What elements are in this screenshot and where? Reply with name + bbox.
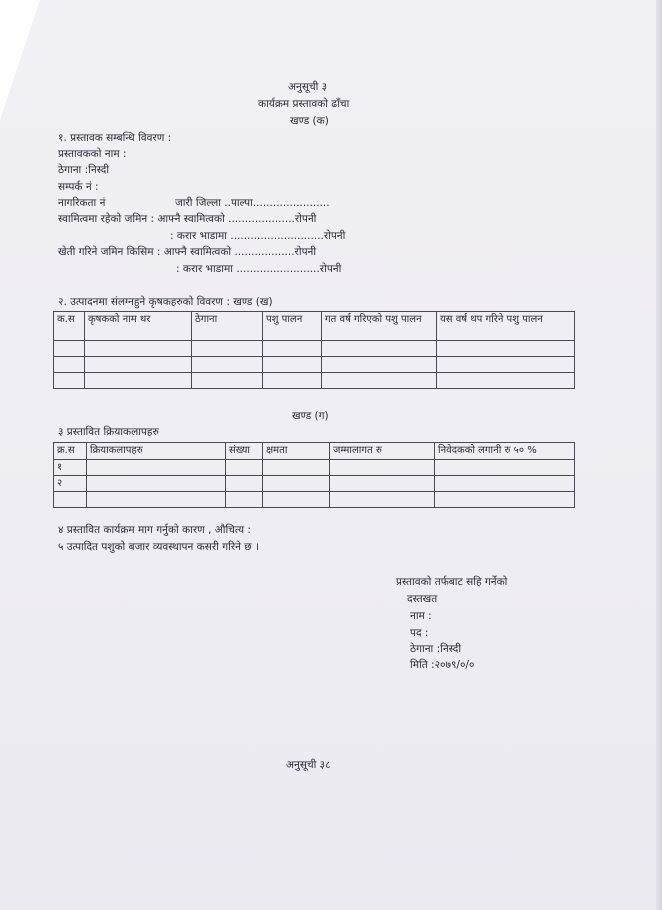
signer-name-label: नाम : [410,610,432,622]
table-row [54,357,575,373]
table-row [54,341,575,357]
activities-table [53,442,575,508]
section3-heading: ३ प्रस्तावित क्रियाकलापहरु [58,426,159,438]
col-last-year: गत वर्ष गरिएको पशु पालन [322,312,437,341]
activities-table-header [54,443,575,460]
col-sn: क्र.स [54,443,87,460]
row-number: २ [54,476,87,492]
table-row [54,492,575,508]
col-sn: क.स [54,312,85,341]
farm-land-label: खेती गरिने जमिन किसिम : आफ्नै स्वामित्वको ..................रोपनी [58,246,317,258]
row-number [54,492,87,508]
address-label: ठेगाना :निस्दी [58,164,110,176]
row-number: १ [54,460,87,476]
col-total-cost: जम्मालागत रु [330,443,435,460]
table-row [54,373,575,389]
citizenship-label: नागरिकता नं [58,197,106,209]
issued-district-label: जारी जिल्ला ..पाल्पा....................... [175,197,330,209]
market-line: ५ उत्पादित पशुको बजार व्यवस्थापन कसरी गरिने छ । [58,541,259,553]
reason-line: ४ प्रस्तावित कार्यक्रम माग गर्नुको कारण , औचित्य : [58,524,251,536]
farmers-table [53,311,575,389]
signature-label: दस्तखत [407,593,438,605]
signer-address-label: ठेगाना :निस्दी [410,643,462,655]
col-farmer-name: कृषकको नाम थर [85,312,192,341]
signer-post-label: पद : [410,627,429,639]
land-own-label: स्वामित्वमा रहेको जमिन : आफ्नै स्वामित्वको ....................रोपनी [58,213,317,225]
annex-title: अनुसूची ३ [288,81,328,93]
form-title: कार्यक्रम प्रस्तावको ढाँचा [258,98,350,110]
col-count: संख्या [226,443,263,460]
table-row [54,460,575,476]
col-address: ठेगाना [192,312,263,341]
table-row [54,476,575,492]
col-livestock: पशु पालन [263,312,322,341]
farmers-table-header [54,312,575,341]
col-activities: क्रियाकलापहरु [87,443,226,460]
signature-heading: प्रस्तावको तर्फबाट सहि गर्नेको [396,576,508,588]
farm-contract-label: : करार भाडामा .........................रोपनी [176,263,342,275]
section2-heading: २. उत्पादनमा संलग्नहुने कृषकहरुको विवरण : खण्ड (ख) [58,296,273,308]
folded-corner [0,0,40,120]
land-contract-label: : करार भाडामा ............................रोपनी [170,230,346,242]
page-edge [656,0,662,910]
section-ga-label: खण्ड (ग) [292,410,329,422]
col-capacity: क्षमता [263,443,330,460]
contact-label: सम्पर्क नं : [58,181,99,193]
next-annex-title: अनुसूची ३८ [286,759,331,771]
section1-heading: १. प्रस्तावक सम्बन्धि विवरण : [58,132,172,144]
signature-date: मिति :२०७९/०/० [410,659,475,671]
proposer-name-label: प्रस्तावकको नाम : [58,148,127,160]
col-this-year: यस वर्ष थप गरिने पशु पालन [437,312,575,341]
col-investment: निवेदकको लगानी रु ५० % [435,443,575,460]
section-ka-label: खण्ड (क) [290,115,329,127]
